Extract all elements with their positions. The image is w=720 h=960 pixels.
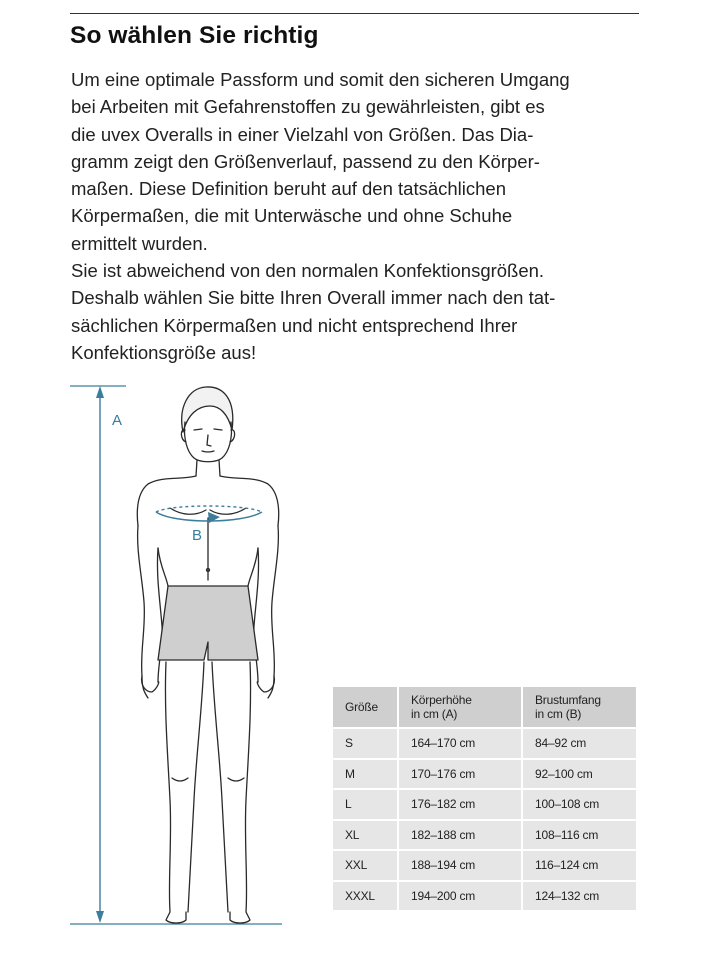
paragraph-line: gramm zeigt den Größenverlauf, passend zu den Körper-: [71, 150, 540, 172]
table-row: [332, 759, 637, 790]
cell-height: 194–200 cm: [398, 881, 522, 912]
header-size: Größe: [332, 686, 398, 728]
cell-chest: 100–108 cm: [522, 789, 637, 820]
intro-paragraph: [71, 66, 651, 366]
paragraph-line: die uvex Overalls in einer Vielzahl von Größen. Das Dia-: [71, 123, 534, 145]
top-divider: [70, 13, 639, 14]
paragraph-line: Sie ist abweichend von den normalen Konfektionsgrößen.: [71, 260, 545, 282]
paragraph-line: Konfektionsgröße aus!: [71, 341, 257, 363]
cell-chest: 116–124 cm: [522, 850, 637, 881]
cell-size: XXXL: [332, 881, 398, 912]
cell-chest: 124–132 cm: [522, 881, 637, 912]
cell-chest: 108–116 cm: [522, 820, 637, 851]
table-row: [332, 850, 637, 881]
table-row: [332, 881, 637, 912]
table-header-row: [332, 686, 637, 728]
cell-height: 188–194 cm: [398, 850, 522, 881]
paragraph-line: maßen. Diese Definition beruht auf den tatsächlichen: [71, 178, 507, 200]
header-height: Körperhöhe in cm (A): [398, 686, 522, 728]
body-measurement-figure: [70, 380, 310, 940]
paragraph-line: sächlichen Körpermaßen und nicht entsprechend Ihrer: [71, 314, 518, 336]
cell-chest: 92–100 cm: [522, 759, 637, 790]
cell-height: 170–176 cm: [398, 759, 522, 790]
shorts: [158, 586, 258, 660]
label-b: B: [192, 527, 203, 544]
header-chest: Brustumfang in cm (B): [522, 686, 637, 728]
cell-size: XXL: [332, 850, 398, 881]
cell-chest: 84–92 cm: [522, 728, 637, 759]
cell-size: S: [332, 728, 398, 759]
size-table: [331, 685, 638, 912]
cell-size: M: [332, 759, 398, 790]
paragraph-line: Deshalb wählen Sie bitte Ihren Overall immer nach den tat-: [71, 287, 556, 309]
label-a: A: [112, 412, 123, 429]
table-row: [332, 789, 637, 820]
paragraph-line: ermittelt wurden.: [71, 232, 208, 254]
cell-height: 176–182 cm: [398, 789, 522, 820]
paragraph-line: Um eine optimale Passform und somit den sicheren Umgang: [71, 69, 570, 90]
table-row: [332, 820, 637, 851]
page-title: So wählen Sie richtig: [70, 22, 319, 49]
cell-height: 182–188 cm: [398, 820, 522, 851]
cell-height: 164–170 cm: [398, 728, 522, 759]
cell-size: XL: [332, 820, 398, 851]
paragraph-line: Körpermaßen, die mit Unterwäsche und ohne Schuhe: [71, 205, 513, 227]
cell-size: L: [332, 789, 398, 820]
paragraph-line: bei Arbeiten mit Gefahrenstoffen zu gewährleisten, gibt es: [71, 96, 545, 118]
table-row: [332, 728, 637, 759]
